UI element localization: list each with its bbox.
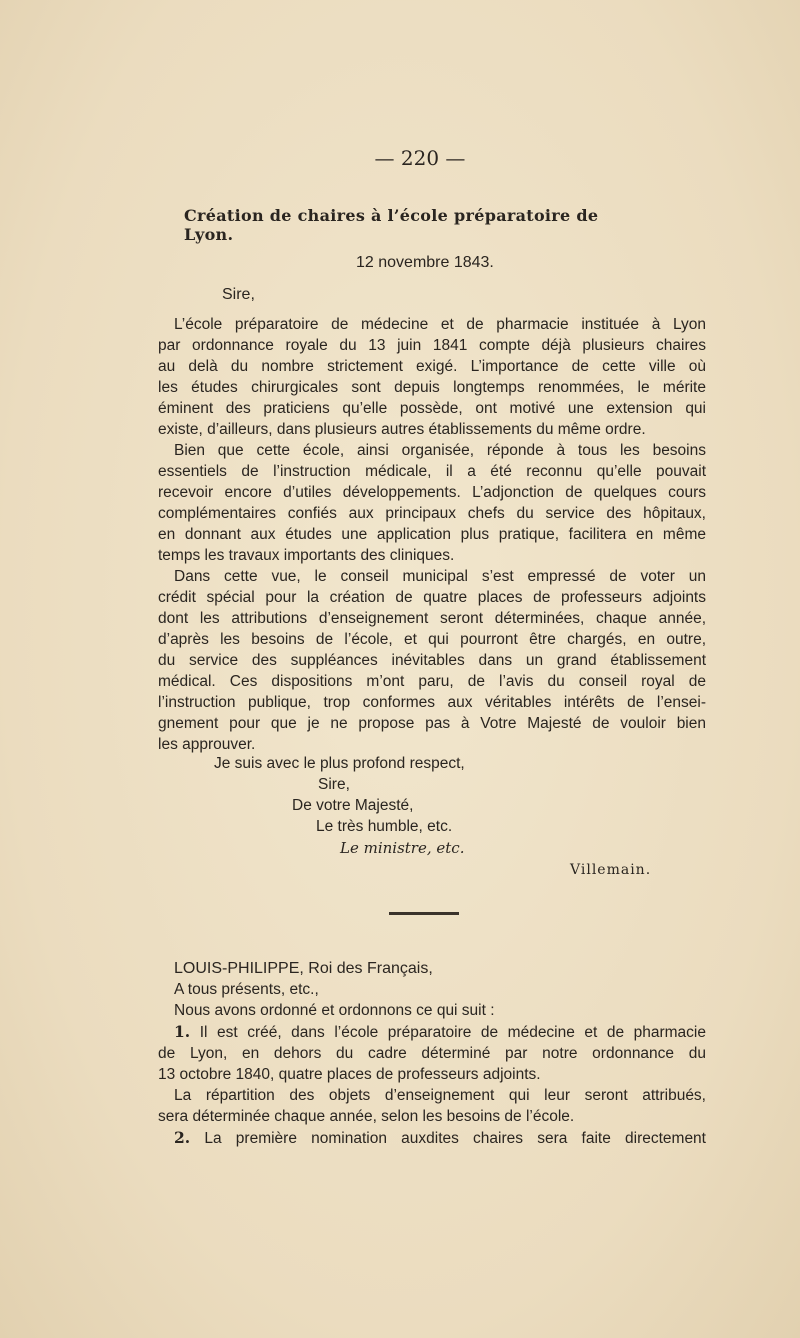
article-text: Il est créé, dans l’école préparatoire de médecine et de pharmacie (199, 1024, 706, 1041)
decree-line: La répartition des objets d’enseignement qui leur seront attribués, (174, 1087, 706, 1104)
letter-line: gnement pour que je ne propose pas à Votre Majesté de vouloir bien (158, 715, 706, 732)
letter-line: dont les attributions d’enseignement seront déterminées, chaque année, (158, 610, 706, 627)
decree-line: LOUIS-PHILIPPE, Roi des Français, (174, 960, 433, 977)
decree-line: A tous présents, etc., (174, 981, 319, 998)
closing-line: Sire, (318, 776, 350, 793)
letter-line: en donnant aux études une application plus pratique, facilitera en même (158, 526, 706, 543)
decree-line: de Lyon, en dehors du cadre déterminé par notre ordonnance du (158, 1045, 706, 1062)
closing-line: Le très humble, etc. (316, 818, 453, 835)
letter-line: temps les travaux importants des cliniques. (158, 547, 455, 564)
decree-line: sera déterminée chaque année, selon les besoins de l’école. (158, 1108, 575, 1125)
decree-line (158, 1127, 706, 1149)
letter-line: éminent des praticiens qu’elle possède, ont motivé une extension qui (158, 400, 706, 417)
letter-line: Bien que cette école, ainsi organisée, réponde à tous les besoins (174, 442, 706, 459)
closing-line: Le ministre, etc. (340, 839, 465, 857)
letter-line: l’instruction publique, trop conformes aux véritables intérêts de l’ensei- (158, 694, 706, 711)
letter-line: les études chirurgicales sont depuis longtemps renommées, le mérite (158, 379, 706, 396)
salutation: Sire, (222, 286, 255, 303)
letter-line: médical. Ces dispositions m’ont paru, de l’avis du conseil royal de (158, 673, 706, 690)
letter-line: L’école préparatoire de médecine et de pharmacie instituée à Lyon (174, 316, 706, 333)
closing-line: Je suis avec le plus profond respect, (214, 755, 465, 772)
decree-line: Nous avons ordonné et ordonnons ce qui suit : (174, 1002, 495, 1019)
separator-rule (389, 912, 459, 915)
decree-line: 13 octobre 1840, quatre places de professeurs adjoints. (158, 1066, 541, 1083)
letter-line: Dans cette vue, le conseil municipal s’est empressé de voter un (174, 568, 706, 585)
page-number: — 220 — (374, 146, 466, 170)
decree-line (158, 1021, 706, 1043)
letter-line: complémentaires confiés aux principaux chefs du service des hôpitaux, (158, 505, 706, 522)
letter-date: 12 novembre 1843. (356, 254, 494, 271)
letter-line: recevoir encore d’utiles développements. L’adjonction de quelques cours (158, 484, 706, 501)
letter-line: du service des suppléances inévitables dans un grand établissement (158, 652, 706, 669)
letter-line: les approuver. (158, 736, 256, 753)
article-number: 1. (174, 1022, 191, 1041)
letter-line: au delà du nombre strictement exigé. L’importance de cette ville où (158, 358, 706, 375)
letter-line: existe, d’ailleurs, dans plusieurs autres établissements du même ordre. (158, 421, 646, 438)
section-title: Création de chaires à l’école préparatoire de Lyon. (184, 206, 599, 244)
article-number: 2. (174, 1128, 191, 1147)
closing-line: De votre Majesté, (292, 797, 414, 814)
letter-body (158, 314, 706, 755)
letter-line: essentiels de l’instruction médicale, il a été reconnu qu’elle pouvait (158, 463, 706, 480)
signature: Villemain. (570, 862, 652, 878)
letter-line: d’après les besoins de l’école, et qui pourront être chargés, en outre, (158, 631, 706, 648)
decree-body (158, 958, 706, 1149)
letter-line: crédit spécial pour la création de quatre places de professeurs adjoints (158, 589, 706, 606)
article-text: La première nomination auxdites chaires sera faite directement (204, 1130, 706, 1147)
letter-line: par ordonnance royale du 13 juin 1841 compte déjà plusieurs chaires (158, 337, 706, 354)
